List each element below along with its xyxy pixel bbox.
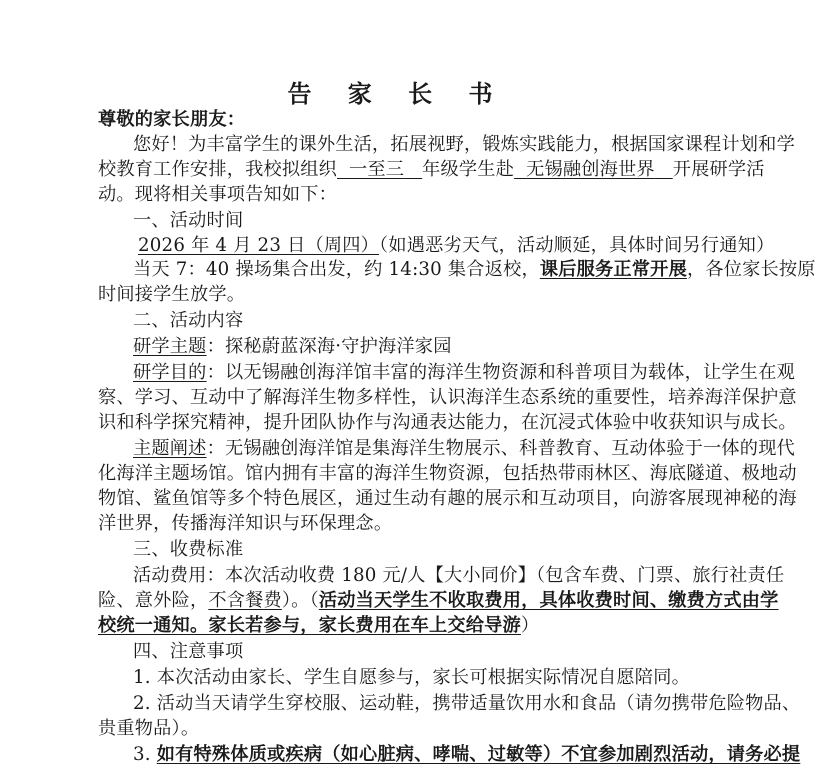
notice-item-2-line-1: 2. 活动当天请学生穿校服、运动鞋，携带适量饮用水和食品（请勿携带危险物品、 bbox=[133, 693, 801, 714]
intro-text: 开展研学活 bbox=[672, 159, 765, 180]
schedule-text: ，各位家长按原 bbox=[686, 259, 816, 280]
desc-line-1 bbox=[133, 437, 795, 461]
activity-date-line bbox=[138, 234, 775, 258]
destination-field bbox=[514, 158, 673, 182]
payment-note: 活动当天学生不收取费用，具体收费时间、缴费方式由学 bbox=[318, 590, 779, 611]
section-1-heading: 一、活动时间 bbox=[133, 210, 244, 231]
intro-line-3: 动。现将相关事项告知如下： bbox=[98, 184, 338, 205]
theme-label: 研学主题 bbox=[133, 336, 207, 357]
desc-label: 主题阐述 bbox=[133, 438, 207, 459]
fee-line-2 bbox=[98, 589, 779, 613]
fee-line-1: 活动费用：本次活动收费 180 元/人【大小同价】（包含车费、门票、旅行社责任 bbox=[133, 565, 785, 586]
document-title: 告 家 长 书 bbox=[287, 79, 507, 108]
destination-value: 无锡融创海世界 bbox=[526, 159, 655, 180]
section-3-heading: 三、收费标准 bbox=[133, 539, 244, 560]
greeting: 尊敬的家长朋友： bbox=[98, 109, 246, 130]
intro-line-2 bbox=[98, 158, 765, 182]
parent-fee-note: 校统一通知。家长若参与，家长费用在车上交给导游 bbox=[98, 615, 521, 636]
purpose-text: ：以无锡融创海洋馆丰富的海洋生物资源和科普项目为载体，让学生在观 bbox=[206, 362, 795, 383]
notice-item-3 bbox=[133, 743, 801, 767]
after-school-note: 课后服务正常开展 bbox=[539, 259, 687, 280]
activity-date: 2026 年 4 月 23 日（周四） bbox=[138, 235, 380, 256]
fee-line-3 bbox=[98, 614, 698, 638]
desc-line-2: 化海洋主题场馆。馆内拥有丰富的海洋生物资源，包括热带雨林区、海底隧道、极地动 bbox=[98, 463, 797, 484]
desc-line-4: 洋世界，传播海洋知识与环保理念。 bbox=[98, 513, 393, 534]
grade-field bbox=[337, 158, 422, 182]
no-meal-note: 不含餐费 bbox=[208, 590, 282, 611]
item-number: 3. bbox=[133, 744, 157, 765]
schedule-text: 当天 7：40 操场集合出发，约 14:30 集合返校， bbox=[133, 259, 540, 280]
theme-text: ：探秘蔚蓝深海·守护海洋家园 bbox=[206, 336, 452, 357]
desc-line-3: 物馆、鲨鱼馆等多个特色展区，通过生动有趣的展示和互动项目，向游客展现神秘的海 bbox=[98, 488, 797, 509]
date-note: （如遇恶劣天气，活动顺延，具体时间另行通知） bbox=[379, 235, 775, 256]
theme-line bbox=[133, 335, 733, 359]
intro-text: 年级学生赴 bbox=[422, 159, 515, 180]
fee-text: ） bbox=[520, 615, 540, 636]
notice-item-1: 1. 本次活动由家长、学生自愿参与，家长可根据实际情况自愿陪同。 bbox=[133, 667, 690, 688]
schedule-line-1 bbox=[133, 258, 816, 282]
purpose-line-2: 察、学习、互动中了解海洋生物多样性，认识海洋生态系统的重要性，培养海洋保护意 bbox=[98, 387, 797, 408]
desc-text: ：无锡融创海洋馆是集海洋生物展示、科普教育、互动体验于一体的现代 bbox=[206, 438, 795, 459]
fee-text: 险、意外险， bbox=[98, 590, 209, 611]
fee-text: ）。（ bbox=[281, 590, 319, 611]
intro-line-1: 您好！为丰富学生的课外生活，拓展视野，锻炼实践能力，根据国家课程计划和学 bbox=[133, 134, 795, 155]
notice-item-2-line-2: 贵重物品）。 bbox=[98, 718, 200, 739]
intro-text: 校教育工作安排，我校拟组织 bbox=[98, 159, 338, 180]
schedule-line-2: 时间接学生放学。 bbox=[98, 284, 246, 305]
purpose-line-3: 识和科学探究精神，提升团队协作与沟通表达能力，在沉浸式体验中收获知识与成长。 bbox=[98, 412, 797, 433]
grade-value: 一至三 bbox=[349, 159, 405, 180]
section-2-heading: 二、活动内容 bbox=[133, 310, 244, 331]
health-warning: 如有特殊体质或疾病（如心脏病、哮喘、过敏等）不宜参加剧烈活动，请务必提 bbox=[156, 744, 801, 765]
section-4-heading: 四、注意事项 bbox=[133, 641, 244, 662]
purpose-line-1 bbox=[133, 361, 795, 385]
purpose-label: 研学目的 bbox=[133, 362, 207, 383]
